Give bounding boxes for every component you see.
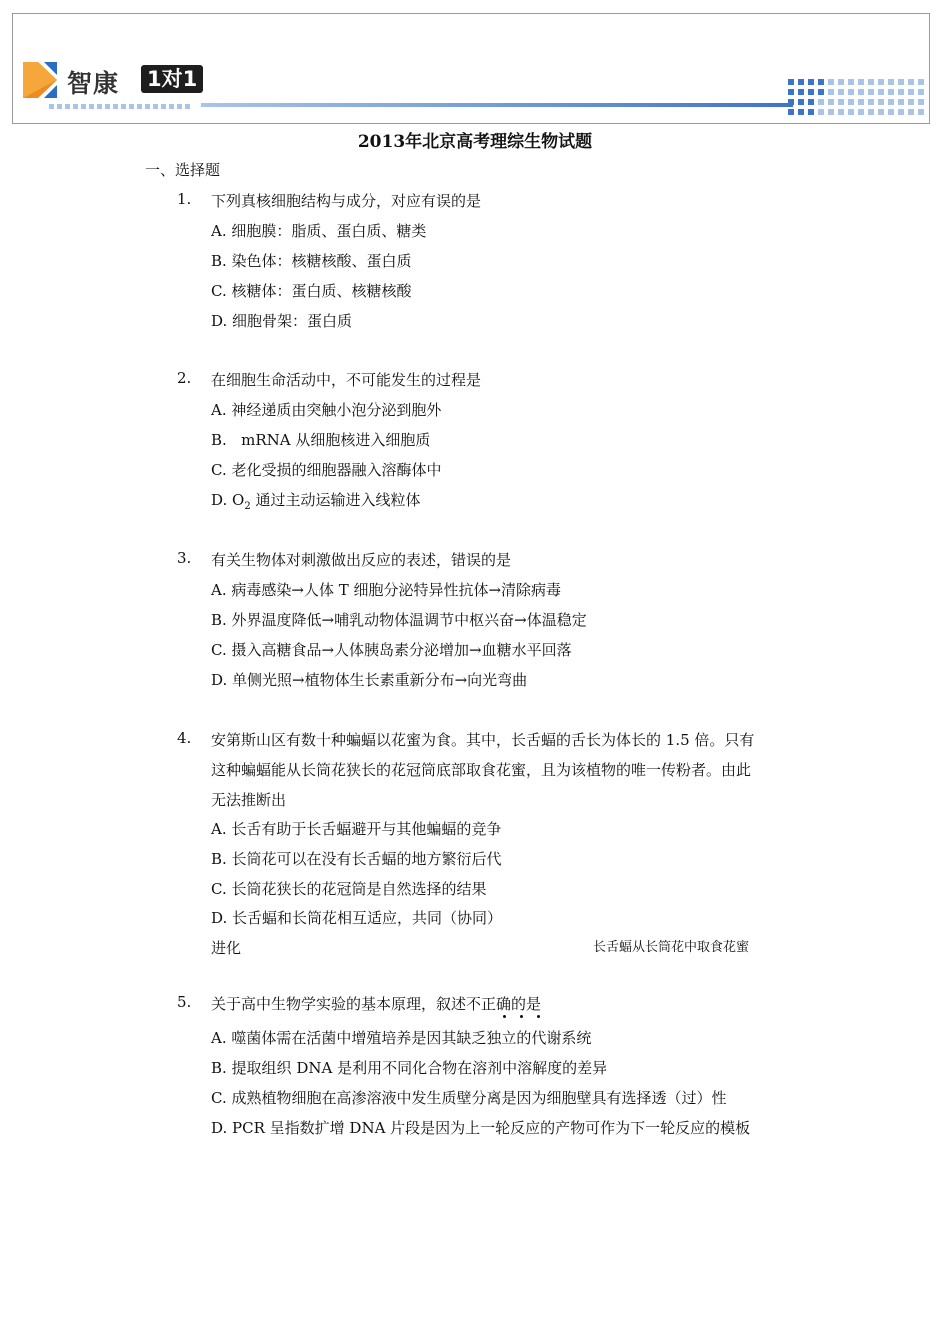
question-stem-line: 安第斯山区有数十种蝙蝠以花蜜为食。其中，长舌蝠的舌长为体长的 1.5 倍。只有 — [211, 731, 755, 749]
option-c: C. 长筒花狭长的花冠筒是自然选择的结果 — [211, 880, 487, 898]
option-d-rest: 通过主动运输进入线粒体 — [250, 491, 421, 509]
option-d — [211, 489, 420, 510]
option-a: A. 长舌有助于长舌蝠避开与其他蝙蝠的竞争 — [211, 820, 502, 838]
decorative-dots-left — [49, 104, 199, 110]
question-stem: 下列真核细胞结构与成分，对应有误的是 — [211, 192, 482, 210]
question-stem: 在细胞生命活动中，不可能发生的过程是 — [211, 371, 482, 389]
option-a: A. 神经递质由突触小泡分泌到胞外 — [211, 401, 442, 419]
question-number: 2. — [177, 369, 192, 387]
option-b: B. 长筒花可以在没有长舌蝠的地方繁衍后代 — [211, 850, 502, 868]
emphasis-dot — [537, 1015, 540, 1018]
option-a: A. 噬菌体需在活菌中增殖培养是因其缺乏独立的代谢系统 — [211, 1029, 592, 1047]
section-heading: 一、选择题 — [145, 161, 221, 179]
figure-caption: 长舌蝠从长筒花中取食花蜜 — [593, 940, 750, 955]
option-a: A. 细胞膜：脂质、蛋白质、糖类 — [211, 222, 427, 240]
option-b: B. 外界温度降低→哺乳动物体温调节中枢兴奋→体温稳定 — [211, 611, 587, 629]
question-stem-line: 这种蝙蝠能从长筒花狭长的花冠筒底部取食花蜜，且为该植物的唯一传粉者。由此 — [211, 761, 752, 779]
header-gradient-line — [201, 103, 793, 107]
option-d: D. 长舌蝠和长筒花相互适应，共同（协同） — [211, 909, 503, 927]
logo-badge: 1对1 — [141, 65, 203, 93]
question-number: 3. — [177, 549, 192, 567]
page-header — [12, 13, 930, 124]
emphasis-dot — [520, 1015, 523, 1018]
decorative-dots-right — [788, 79, 928, 121]
option-b: B. 染色体：核糖核酸、蛋白质 — [211, 252, 412, 270]
question-number: 5. — [177, 993, 192, 1011]
question-stem-line: 无法推断出 — [211, 791, 287, 809]
subscript: 2 — [244, 501, 251, 512]
question-stem: 关于高中生物学实验的基本原理，叙述不正确的是 — [211, 995, 542, 1013]
option-c: C. 摄入高糖食品→人体胰岛素分泌增加→血糖水平回落 — [211, 641, 572, 659]
question-number: 1. — [177, 190, 192, 208]
option-d-continuation: 进化 — [211, 939, 242, 957]
option-d: D. 细胞骨架：蛋白质 — [211, 312, 353, 330]
logo-mark-icon — [23, 62, 57, 98]
option-a: A. 病毒感染→人体 T 细胞分泌特异性抗体→清除病毒 — [211, 581, 562, 599]
option-d: D. 单侧光照→植物体生长素重新分布→向光弯曲 — [211, 671, 528, 689]
option-c: C. 成熟植物细胞在高渗溶液中发生质壁分离是因为细胞壁具有选择透（过）性 — [211, 1089, 727, 1107]
option-c: C. 老化受损的细胞器融入溶酶体中 — [211, 461, 442, 479]
page-title: 2013年北京高考理综生物试题 — [357, 132, 593, 152]
option-d-prefix: D. O — [211, 491, 245, 509]
option-b: B. mRNA 从细胞核进入细胞质 — [211, 431, 431, 449]
option-d: D. PCR 呈指数扩增 DNA 片段是因为上一轮反应的产物可作为下一轮反应的模板 — [211, 1119, 751, 1137]
option-c: C. 核糖体：蛋白质、核糖核酸 — [211, 282, 412, 300]
question-stem: 有关生物体对刺激做出反应的表述，错误的是 — [211, 551, 512, 569]
question-number: 4. — [177, 729, 192, 747]
option-b: B. 提取组织 DNA 是利用不同化合物在溶剂中溶解度的差异 — [211, 1059, 608, 1077]
logo-text: 智康 — [67, 69, 120, 98]
emphasis-dot — [503, 1015, 506, 1018]
